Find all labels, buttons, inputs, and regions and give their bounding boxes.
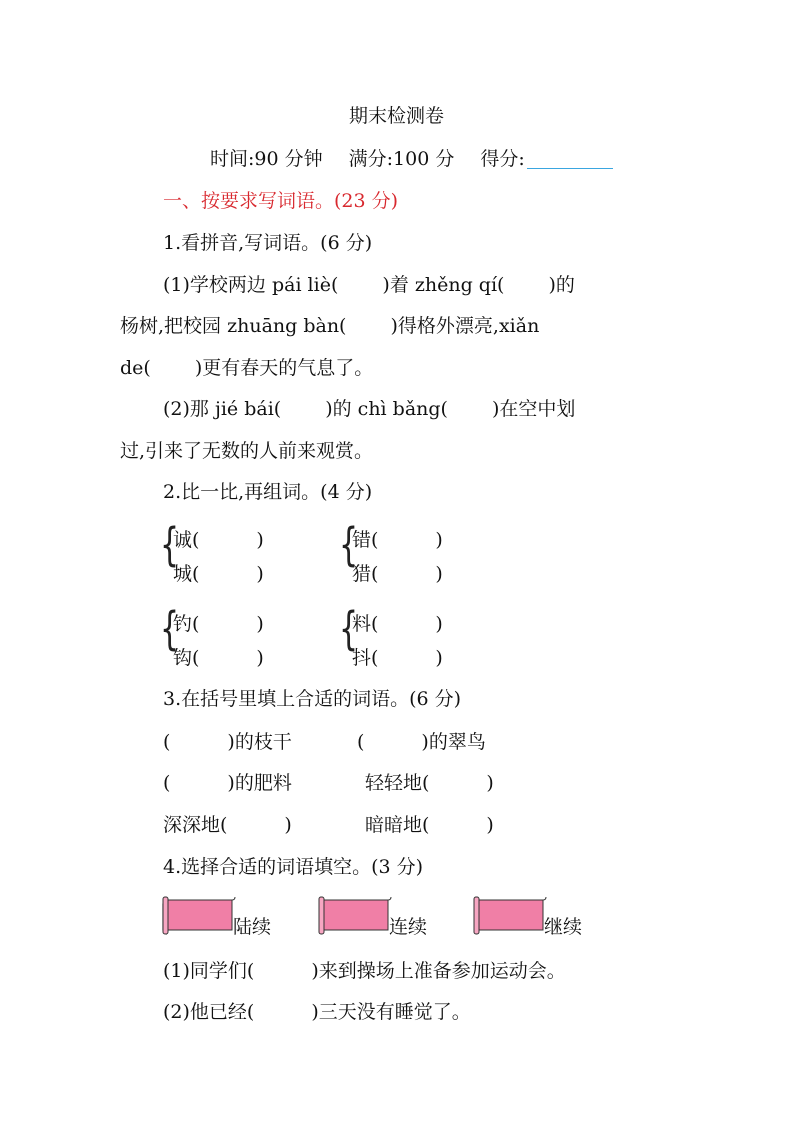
score-label: 得分: — [480, 148, 525, 170]
q3-r3b: 暗暗地( ) — [365, 814, 494, 836]
q2-g4-b: 抖( ) — [352, 647, 443, 669]
score-blank[interactable] — [527, 150, 613, 169]
q4-sentence-2: (2)他已经( )三天没有睡觉了。 — [163, 1001, 471, 1023]
q2-heading: 2.比一比,再组词。(4 分) — [163, 481, 373, 503]
q1-p1-line2: 杨树,把校园 zhuāng bàn( )得格外漂亮,xiǎn — [120, 315, 540, 337]
q1-p1-line3: de( )更有春天的气息了。 — [120, 357, 374, 379]
scroll-icon — [471, 895, 547, 937]
scroll-icon — [316, 895, 392, 937]
q3-r2b: 轻轻地( ) — [365, 772, 494, 794]
q1-p2-line1: (2)那 jié bái( )的 chì bǎng( )在空中划 — [163, 398, 576, 420]
brace-icon: { — [339, 603, 359, 656]
q3-r2a: ( )的肥料 — [163, 772, 292, 794]
brace-icon: { — [160, 519, 180, 572]
q3-r3a: 深深地( ) — [163, 814, 292, 836]
word-option-1: 陆续 — [233, 916, 272, 938]
brace-icon: { — [339, 519, 359, 572]
q1-heading: 1.看拼音,写词语。(6 分) — [163, 232, 373, 254]
q4-sentence-1: (1)同学们( )来到操场上准备参加运动会。 — [163, 960, 566, 982]
q2-g1-a: 诚( ) — [173, 529, 264, 551]
full-score-label: 满分:100 分 — [348, 148, 455, 170]
page-title: 期末检测卷 — [348, 105, 444, 127]
q2-g2-b: 猎( ) — [352, 563, 443, 585]
exam-meta — [210, 150, 613, 169]
q2-g2-a: 错( ) — [352, 529, 443, 551]
word-option-2: 连续 — [389, 916, 428, 938]
q2-g4-a: 料( ) — [352, 613, 443, 635]
q1-p2-line2: 过,引来了无数的人前来观赏。 — [120, 440, 374, 462]
scroll-icon — [160, 895, 236, 937]
q2-g1-b: 城( ) — [173, 563, 264, 585]
q4-heading: 4.选择合适的词语填空。(3 分) — [163, 856, 424, 878]
brace-icon: { — [160, 603, 180, 656]
section-1-heading: 一、按要求写词语。(23 分) — [163, 190, 399, 212]
q1-p1-line1: (1)学校两边 pái liè( )着 zhěng qí( )的 — [163, 274, 575, 296]
word-option-3: 继续 — [544, 916, 583, 938]
q2-g3-a: 钓( ) — [173, 613, 264, 635]
time-label: 时间:90 分钟 — [210, 148, 323, 170]
q3-r1b: ( )的翠鸟 — [357, 731, 486, 753]
q2-g3-b: 钩( ) — [173, 647, 264, 669]
q3-heading: 3.在括号里填上合适的词语。(6 分) — [163, 688, 462, 710]
q3-r1a: ( )的枝干 — [163, 731, 292, 753]
